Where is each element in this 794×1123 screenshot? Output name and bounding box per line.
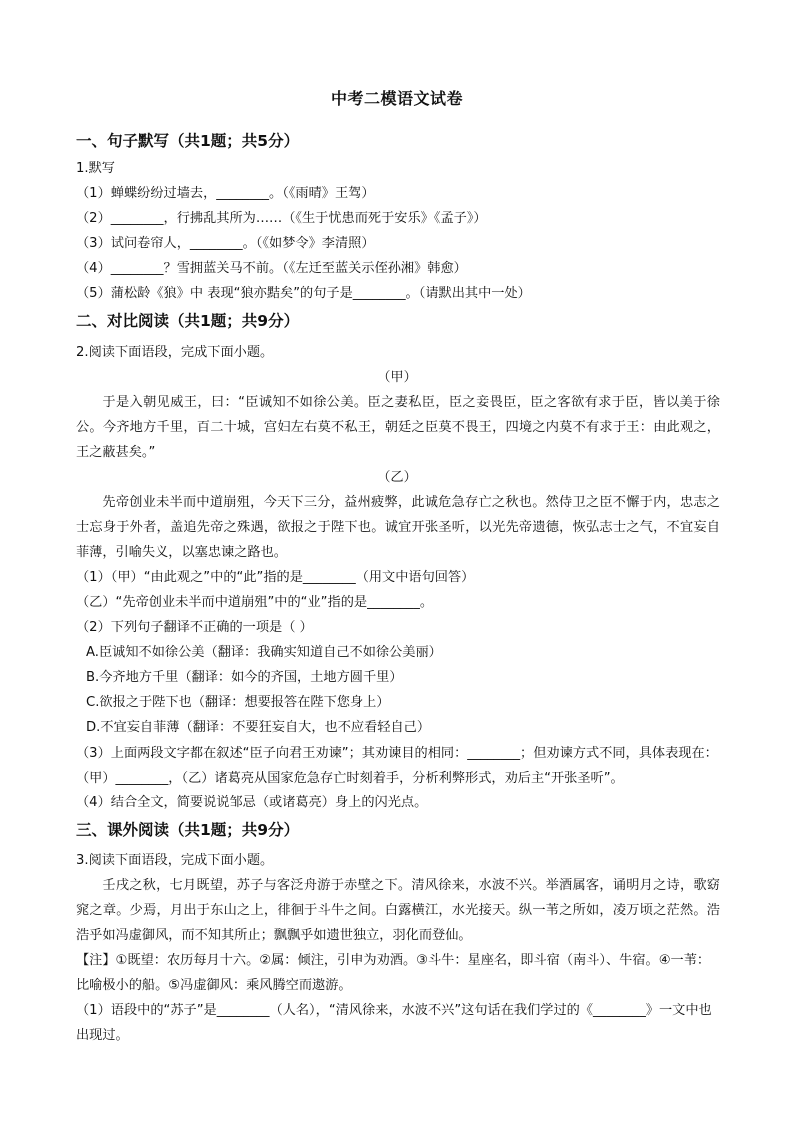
option-a: A.臣诚知不如徐公美（翻译：我确实知道自己不如徐公美丽） [86,645,442,660]
passage-yi: 先帝创业未半而中道崩殂，今天下三分，益州疲弊，此诚危急存亡之秋也。然侍卫之臣不懈于内，忠志之士忘身于外者，盖追先帝之殊遇，欲报之于陛下也。诚宜开张圣听，以光先帝遗德，恢弘志士之气，不宜妄自菲薄，引喻失义，以塞忠谏之路也。 [76,495,720,560]
question-1-item-5: （5）蒲松龄《狼》中 表现“狼亦黠矣”的句子是________。（请默出其中一处） [76,286,531,301]
option-d: D.不宜妄自菲薄（翻译：不要狂妄自大，也不应看轻自己） [86,720,431,735]
passage-chibi: 壬戌之秋，七月既望，苏子与客泛舟游于赤壁之下。清风徐来，水波不兴。举酒属客，诵明月之诗，歌窈窕之章。少焉，月出于东山之上，徘徊于斗牛之间。白露横江，水光接天。纵一苇之所如，凌万顷之茫然。浩浩乎如冯虚御风，而不知其所止；飘飘乎如遗世独立，羽化而登仙。 [76,878,720,943]
option-b: B.今齐地方千里（翻译：如今的齐国，土地方圆千里） [86,670,403,685]
question-1-head: 1.默写 [76,161,115,176]
question-2-sub-3: （3）上面两段文字都在叙述“臣子向君王劝谏”；其劝谏目的相同：________；但劝谏方式不同，具体表现在：（甲）________，（乙）诸葛亮从国家危急存亡时刻着手，分析利弊形式，劝后主“开张圣听”。 [76,746,718,786]
question-2-sub-2: （2）下列句子翻译不正确的一项是（ ） [76,620,313,635]
passage-yi-label: （乙） [377,470,417,485]
passage-jia: 于是入朝见威王，曰：“臣诚知不如徐公美。臣之妻私臣，臣之妾畏臣，臣之客欲有求于臣，皆以美于徐公。今齐地方千里，百二十城，宫妇左右莫不私王，朝廷之臣莫不畏王，四境之内莫不有求于王：由此观之，王之蔽甚矣。” [76,395,720,460]
question-2-sub-1a: （1）（甲）“由此观之”中的“此”指的是________（用文中语句回答） [76,570,475,585]
question-1-item-3: （3）试问卷帘人，________。（《如梦令》李清照） [76,236,375,251]
section-heading-1: 一、句子默写（共1题；共5分） [76,132,300,150]
question-2-head: 2.阅读下面语段，完成下面小题。 [76,345,274,360]
option-c: C.欲报之于陛下也（翻译：想要报答在陛下您身上） [86,695,390,710]
section-heading-2: 二、对比阅读（共1题；共9分） [76,312,300,330]
question-2-sub-1b: （乙）“先帝创业未半而中道崩殂”中的“业”指的是________。 [76,595,434,610]
question-1-item-4: （4）________？雪拥蓝关马不前。（《左迁至蓝关示侄孙湘》韩愈） [76,261,467,276]
question-2-sub-4: （4）结合全文，简要说说邹忌（或诸葛亮）身上的闪光点。 [76,795,428,810]
page-title: 中考二模语文试卷 [330,89,463,108]
annotation-note: 【注】①既望：农历每月十六。②属：倾注，引申为劝酒。③斗牛：星座名，即斗宿（南斗）、牛宿。④一苇：比喻极小的船。⑤冯虚御风：乘风腾空而遨游。 [76,953,711,993]
question-1-item-2: （2）________，行拂乱其所为……（《生于忧患而死于安乐》《孟子》） [76,211,487,226]
question-3-head: 3.阅读下面语段，完成下面小题。 [76,853,274,868]
question-3-sub-1: （1）语段中的“苏子”是________（人名），“清风徐来，水波不兴”这句话在我们学过的《________》一文中也出现过。 [76,1003,712,1043]
passage-jia-label: （甲） [377,370,417,385]
section-heading-3: 三、课外阅读（共1题；共9分） [76,821,300,839]
question-1-item-1: （1）蝉蝶纷纷过墙去，________。（《雨晴》王驾） [76,186,375,201]
